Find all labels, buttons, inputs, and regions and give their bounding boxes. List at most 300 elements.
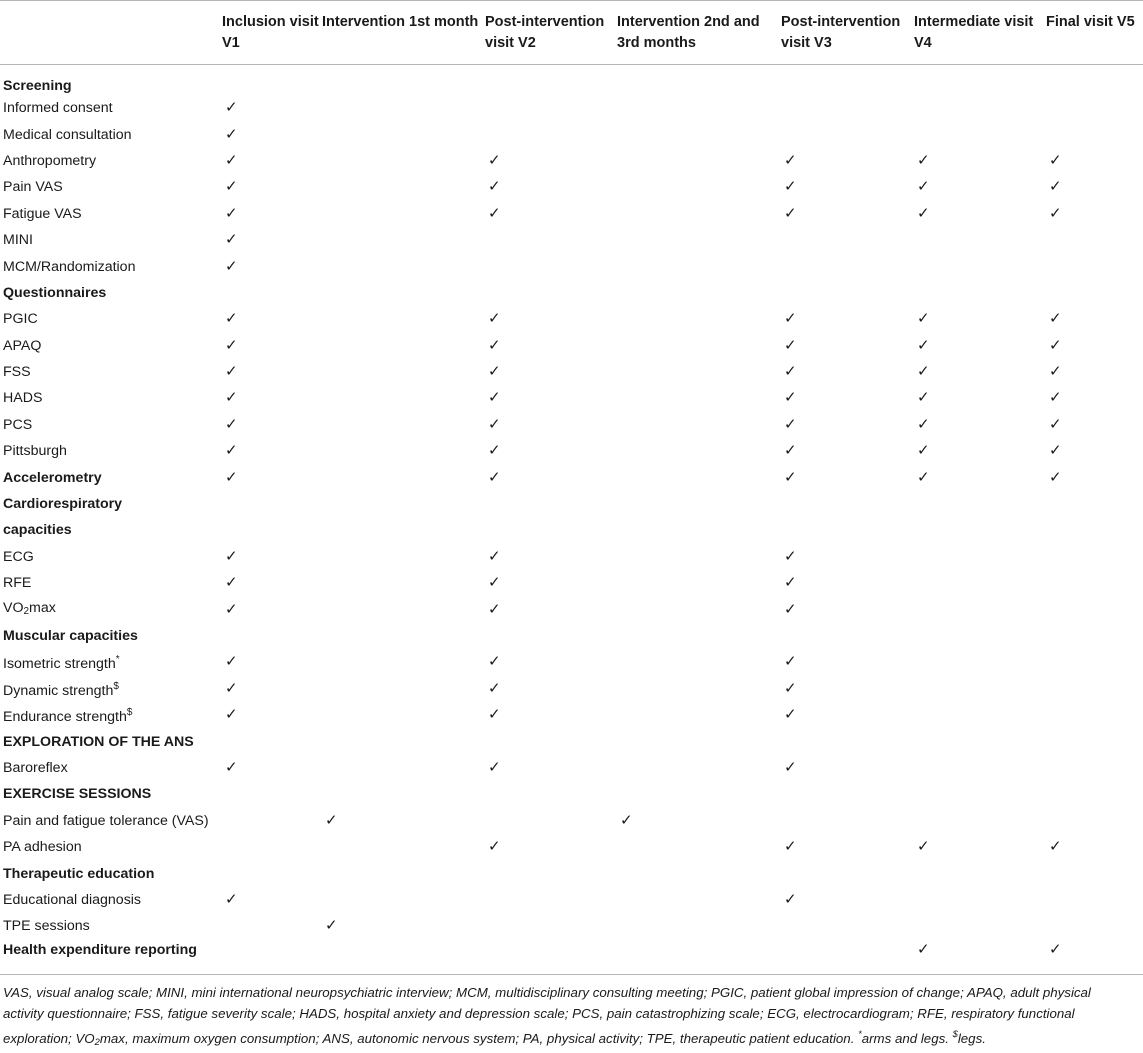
header-intermediate-visit-v4: Intermediate visit V4 xyxy=(911,1,1043,65)
check-cell xyxy=(219,781,319,807)
check-cell xyxy=(482,121,614,147)
check-cell xyxy=(219,676,319,702)
checkmark-icon: ✓ xyxy=(784,415,797,433)
check-cell xyxy=(482,676,614,702)
check-cell xyxy=(319,121,482,147)
checkmark-icon: ✓ xyxy=(620,811,633,829)
check-cell xyxy=(482,834,614,860)
section-heading-cell xyxy=(0,728,219,754)
checkmark-icon: ✓ xyxy=(225,310,238,328)
check-cell xyxy=(1043,649,1143,675)
check-cell xyxy=(482,464,614,490)
row-label-cell xyxy=(0,148,219,174)
check-cell xyxy=(1043,280,1143,306)
check-cell xyxy=(219,834,319,860)
check-cell xyxy=(319,148,482,174)
check-cell xyxy=(319,781,482,807)
check-cell xyxy=(911,702,1043,728)
check-cell xyxy=(911,808,1043,834)
row-label-cell xyxy=(0,544,219,570)
table-body xyxy=(0,65,1143,966)
check-cell xyxy=(778,333,911,359)
check-cell xyxy=(911,438,1043,464)
check-cell xyxy=(319,702,482,728)
checkmark-icon: ✓ xyxy=(917,415,930,433)
checkmark-icon: ✓ xyxy=(225,547,238,565)
check-cell xyxy=(911,280,1043,306)
check-cell xyxy=(614,808,778,834)
check-cell xyxy=(911,253,1043,279)
checkmark-icon: ✓ xyxy=(488,653,501,671)
check-cell xyxy=(614,649,778,675)
check-cell xyxy=(319,755,482,781)
check-cell xyxy=(219,464,319,490)
check-cell xyxy=(1043,438,1143,464)
row-label: Therapeutic education xyxy=(3,865,155,882)
checkmark-icon: ✓ xyxy=(325,917,338,935)
checkmark-icon: ✓ xyxy=(917,442,930,460)
check-cell xyxy=(778,702,911,728)
table-row xyxy=(0,121,1143,147)
check-cell xyxy=(614,95,778,121)
footnote-star-marker: * xyxy=(858,1029,862,1039)
footnote-text: exploration; VO xyxy=(3,1031,95,1046)
check-cell xyxy=(219,649,319,675)
row-label-cell xyxy=(0,333,219,359)
check-cell xyxy=(911,887,1043,913)
checkmark-icon: ✓ xyxy=(488,706,501,724)
check-cell xyxy=(482,227,614,253)
check-cell xyxy=(911,201,1043,227)
check-cell xyxy=(911,517,1043,543)
check-cell xyxy=(614,148,778,174)
check-cell xyxy=(219,755,319,781)
check-cell xyxy=(1043,385,1143,411)
check-cell xyxy=(219,940,319,966)
checkmark-icon: ✓ xyxy=(225,468,238,486)
check-cell xyxy=(614,940,778,966)
check-cell xyxy=(911,174,1043,200)
checkmark-icon: ✓ xyxy=(784,442,797,460)
check-cell xyxy=(778,755,911,781)
row-label-superscript: * xyxy=(115,654,120,666)
table-row xyxy=(0,253,1143,279)
row-label: ECG xyxy=(3,548,34,565)
checkmark-icon: ✓ xyxy=(784,310,797,328)
checkmark-icon: ✓ xyxy=(488,415,501,433)
checkmark-icon: ✓ xyxy=(917,468,930,486)
header-final-visit-v5: Final visit V5 xyxy=(1043,1,1143,65)
row-label: Questionnaires xyxy=(3,284,107,301)
checkmark-icon: ✓ xyxy=(488,758,501,776)
check-cell xyxy=(911,385,1043,411)
checkmark-icon: ✓ xyxy=(784,336,797,354)
check-cell xyxy=(911,359,1043,385)
table-row xyxy=(0,148,1143,174)
check-cell xyxy=(319,860,482,886)
checkmark-icon: ✓ xyxy=(225,679,238,697)
check-cell xyxy=(911,860,1043,886)
row-label-superscript: $ xyxy=(126,707,133,719)
table-row xyxy=(0,728,1143,754)
check-cell xyxy=(614,280,778,306)
table-header-row xyxy=(0,1,1143,65)
check-cell xyxy=(778,306,911,332)
check-cell xyxy=(614,253,778,279)
check-cell xyxy=(1043,755,1143,781)
check-cell xyxy=(614,781,778,807)
check-cell xyxy=(911,491,1043,517)
row-label: Pittsburgh xyxy=(3,443,67,460)
check-cell xyxy=(482,491,614,517)
checkmark-icon: ✓ xyxy=(488,838,501,856)
table-row xyxy=(0,359,1143,385)
check-cell xyxy=(1043,121,1143,147)
table-row xyxy=(0,702,1143,728)
check-cell xyxy=(614,201,778,227)
checkmark-icon: ✓ xyxy=(225,125,238,143)
row-label: PCS xyxy=(3,416,33,433)
check-cell xyxy=(1043,570,1143,596)
table-row xyxy=(0,491,1143,517)
row-label: APAQ xyxy=(3,337,42,354)
checkmark-icon: ✓ xyxy=(488,442,501,460)
checkmark-icon: ✓ xyxy=(225,415,238,433)
check-cell xyxy=(482,913,614,939)
check-cell xyxy=(614,121,778,147)
row-label: Dynamic strength xyxy=(3,682,114,699)
checkmark-icon: ✓ xyxy=(488,310,501,328)
checkmark-icon: ✓ xyxy=(784,574,797,592)
row-label: Pain VAS xyxy=(3,179,63,196)
check-cell xyxy=(911,148,1043,174)
header-intervention-2nd-3rd-months: Intervention 2nd and 3rd months xyxy=(614,1,778,65)
check-cell xyxy=(1043,333,1143,359)
check-cell xyxy=(1043,834,1143,860)
checkmark-icon: ✓ xyxy=(784,178,797,196)
row-label: capacities xyxy=(3,522,72,539)
table-row xyxy=(0,676,1143,702)
section-heading-cell xyxy=(0,464,219,490)
check-cell xyxy=(911,306,1043,332)
table-row xyxy=(0,517,1143,543)
checkmark-icon: ✓ xyxy=(225,257,238,275)
check-cell xyxy=(1043,306,1143,332)
check-cell xyxy=(482,808,614,834)
row-label: Informed consent xyxy=(3,100,113,117)
checkmark-icon: ✓ xyxy=(917,178,930,196)
section-heading-cell xyxy=(0,860,219,886)
check-cell xyxy=(614,570,778,596)
check-cell xyxy=(319,65,482,96)
check-cell xyxy=(219,121,319,147)
table-row xyxy=(0,913,1143,939)
check-cell xyxy=(482,755,614,781)
check-cell xyxy=(614,755,778,781)
check-cell xyxy=(614,385,778,411)
row-label: Accelerometry xyxy=(3,469,102,486)
footnote-line-1: VAS, visual analog scale; MINI, mini international neuropsychiatric interview; MCM, multidisciplinary consulting meeting; PGIC, patient global impression of change; APAQ, adult physical xyxy=(3,985,1091,1000)
check-cell xyxy=(1043,702,1143,728)
check-cell xyxy=(482,306,614,332)
check-cell xyxy=(219,860,319,886)
check-cell xyxy=(482,359,614,385)
check-cell xyxy=(911,544,1043,570)
check-cell xyxy=(1043,174,1143,200)
check-cell xyxy=(482,280,614,306)
check-cell xyxy=(319,887,482,913)
row-label-cell xyxy=(0,887,219,913)
check-cell xyxy=(778,491,911,517)
check-cell xyxy=(778,201,911,227)
table-row xyxy=(0,280,1143,306)
check-cell xyxy=(319,623,482,649)
check-cell xyxy=(319,940,482,966)
table-row xyxy=(0,544,1143,570)
check-cell xyxy=(319,201,482,227)
checkmark-icon: ✓ xyxy=(225,363,238,381)
checkmark-icon: ✓ xyxy=(784,653,797,671)
check-cell xyxy=(219,808,319,834)
table-row xyxy=(0,887,1143,913)
section-heading-cell xyxy=(0,65,219,96)
check-cell xyxy=(778,808,911,834)
checkmark-icon: ✓ xyxy=(225,758,238,776)
check-cell xyxy=(778,148,911,174)
check-cell xyxy=(219,491,319,517)
check-cell xyxy=(1043,728,1143,754)
header-post-intervention-visit-v2: Post-intervention visit V2 xyxy=(482,1,614,65)
check-cell xyxy=(482,95,614,121)
check-cell xyxy=(614,359,778,385)
check-cell xyxy=(482,649,614,675)
check-cell xyxy=(482,201,614,227)
checkmark-icon: ✓ xyxy=(225,336,238,354)
check-cell xyxy=(778,280,911,306)
check-cell xyxy=(319,676,482,702)
check-cell xyxy=(778,570,911,596)
check-cell xyxy=(219,227,319,253)
check-cell xyxy=(219,517,319,543)
table-row xyxy=(0,412,1143,438)
checkmark-icon: ✓ xyxy=(1049,336,1062,354)
checkmark-icon: ✓ xyxy=(784,547,797,565)
check-cell xyxy=(319,95,482,121)
check-cell xyxy=(482,148,614,174)
check-cell xyxy=(911,333,1043,359)
row-label: Cardiorespiratory xyxy=(3,496,123,513)
check-cell xyxy=(778,544,911,570)
checkmark-icon: ✓ xyxy=(488,363,501,381)
check-cell xyxy=(911,728,1043,754)
table-row xyxy=(0,438,1143,464)
check-cell xyxy=(219,148,319,174)
table-row xyxy=(0,596,1143,622)
checkmark-icon: ✓ xyxy=(784,389,797,407)
checkmark-icon: ✓ xyxy=(225,178,238,196)
checkmark-icon: ✓ xyxy=(1049,415,1062,433)
check-cell xyxy=(219,65,319,96)
check-cell xyxy=(1043,201,1143,227)
table-row xyxy=(0,227,1143,253)
checkmark-icon: ✓ xyxy=(1049,838,1062,856)
check-cell xyxy=(482,702,614,728)
check-cell xyxy=(219,333,319,359)
row-label: PA adhesion xyxy=(3,839,82,856)
check-cell xyxy=(614,860,778,886)
check-cell xyxy=(219,570,319,596)
check-cell xyxy=(911,913,1043,939)
check-cell xyxy=(778,940,911,966)
check-cell xyxy=(319,227,482,253)
checkmark-icon: ✓ xyxy=(784,468,797,486)
checkmark-icon: ✓ xyxy=(917,310,930,328)
row-label: RFE xyxy=(3,575,32,592)
check-cell xyxy=(614,174,778,200)
check-cell xyxy=(1043,544,1143,570)
checkmark-icon: ✓ xyxy=(225,151,238,169)
check-cell xyxy=(482,65,614,96)
check-cell xyxy=(1043,359,1143,385)
check-cell xyxy=(482,728,614,754)
checkmark-icon: ✓ xyxy=(1049,178,1062,196)
checkmark-icon: ✓ xyxy=(325,811,338,829)
checkmark-icon: ✓ xyxy=(225,99,238,117)
check-cell xyxy=(1043,781,1143,807)
check-cell xyxy=(778,95,911,121)
check-cell xyxy=(911,464,1043,490)
check-cell xyxy=(319,280,482,306)
check-cell xyxy=(319,491,482,517)
table-footnote xyxy=(3,982,1139,1053)
check-cell xyxy=(778,913,911,939)
check-cell xyxy=(1043,517,1143,543)
row-label: EXPLORATION OF THE ANS xyxy=(3,733,194,750)
check-cell xyxy=(319,333,482,359)
checkmark-icon: ✓ xyxy=(1049,151,1062,169)
table-row xyxy=(0,464,1143,490)
check-cell xyxy=(614,412,778,438)
check-cell xyxy=(1043,676,1143,702)
row-label-cell xyxy=(0,438,219,464)
footnote-dollar-text: legs. xyxy=(957,1031,986,1046)
check-cell xyxy=(319,570,482,596)
checkmark-icon: ✓ xyxy=(488,600,501,618)
check-cell xyxy=(482,333,614,359)
table-row xyxy=(0,201,1143,227)
row-label-cell xyxy=(0,570,219,596)
check-cell xyxy=(614,491,778,517)
check-cell xyxy=(1043,491,1143,517)
checkmark-icon: ✓ xyxy=(917,363,930,381)
check-cell xyxy=(219,359,319,385)
table-row xyxy=(0,834,1143,860)
table-row xyxy=(0,940,1143,966)
footnote-text: max, maximum oxygen consumption; ANS, autonomic nervous system; PA, physical activity; TPE, therapeutic patient education. xyxy=(99,1031,855,1046)
row-label-cell xyxy=(0,755,219,781)
check-cell xyxy=(1043,940,1143,966)
check-cell xyxy=(219,412,319,438)
checkmark-icon: ✓ xyxy=(917,151,930,169)
checkmark-icon: ✓ xyxy=(917,204,930,222)
check-cell xyxy=(911,623,1043,649)
row-label: Educational diagnosis xyxy=(3,891,142,908)
check-cell xyxy=(319,253,482,279)
check-cell xyxy=(778,676,911,702)
check-cell xyxy=(319,834,482,860)
checkmark-icon: ✓ xyxy=(488,151,501,169)
row-label-cell xyxy=(0,834,219,860)
row-label: Endurance strength xyxy=(3,709,127,726)
check-cell xyxy=(911,834,1043,860)
check-cell xyxy=(482,544,614,570)
checkmark-icon: ✓ xyxy=(225,706,238,724)
check-cell xyxy=(1043,464,1143,490)
check-cell xyxy=(778,174,911,200)
checkmark-icon: ✓ xyxy=(225,574,238,592)
check-cell xyxy=(482,940,614,966)
row-label: MINI xyxy=(3,232,33,249)
check-cell xyxy=(614,306,778,332)
row-label: Screening xyxy=(3,78,72,94)
table-bottom-rule xyxy=(0,974,1143,975)
check-cell xyxy=(614,464,778,490)
check-cell xyxy=(614,65,778,96)
row-label-cell xyxy=(0,913,219,939)
row-label-cell xyxy=(0,702,219,728)
row-label-cell xyxy=(0,385,219,411)
checkmark-icon: ✓ xyxy=(917,336,930,354)
checkmark-icon: ✓ xyxy=(1049,389,1062,407)
check-cell xyxy=(219,438,319,464)
check-cell xyxy=(482,596,614,622)
check-cell xyxy=(1043,227,1143,253)
check-cell xyxy=(219,95,319,121)
checkmark-icon: ✓ xyxy=(784,679,797,697)
section-heading-cell xyxy=(0,517,219,543)
check-cell xyxy=(219,385,319,411)
table-row xyxy=(0,623,1143,649)
section-heading-cell xyxy=(0,491,219,517)
section-heading-cell xyxy=(0,940,219,966)
row-label-subscript: 2 xyxy=(23,605,30,617)
check-cell xyxy=(778,887,911,913)
check-cell xyxy=(219,702,319,728)
check-cell xyxy=(614,887,778,913)
row-label-cell xyxy=(0,121,219,147)
section-heading-cell xyxy=(0,781,219,807)
row-label-cell xyxy=(0,227,219,253)
check-cell xyxy=(778,438,911,464)
check-cell xyxy=(482,385,614,411)
checkmark-icon: ✓ xyxy=(225,389,238,407)
check-cell xyxy=(778,464,911,490)
footnote-subscript: 2 xyxy=(94,1037,100,1047)
check-cell xyxy=(482,517,614,543)
table-row xyxy=(0,649,1143,675)
check-cell xyxy=(219,887,319,913)
check-cell xyxy=(482,860,614,886)
check-cell xyxy=(614,544,778,570)
row-label-cell xyxy=(0,359,219,385)
check-cell xyxy=(614,438,778,464)
check-cell xyxy=(319,913,482,939)
check-cell xyxy=(1043,623,1143,649)
check-cell xyxy=(778,65,911,96)
check-cell xyxy=(319,544,482,570)
check-cell xyxy=(1043,596,1143,622)
checkmark-icon: ✓ xyxy=(488,679,501,697)
